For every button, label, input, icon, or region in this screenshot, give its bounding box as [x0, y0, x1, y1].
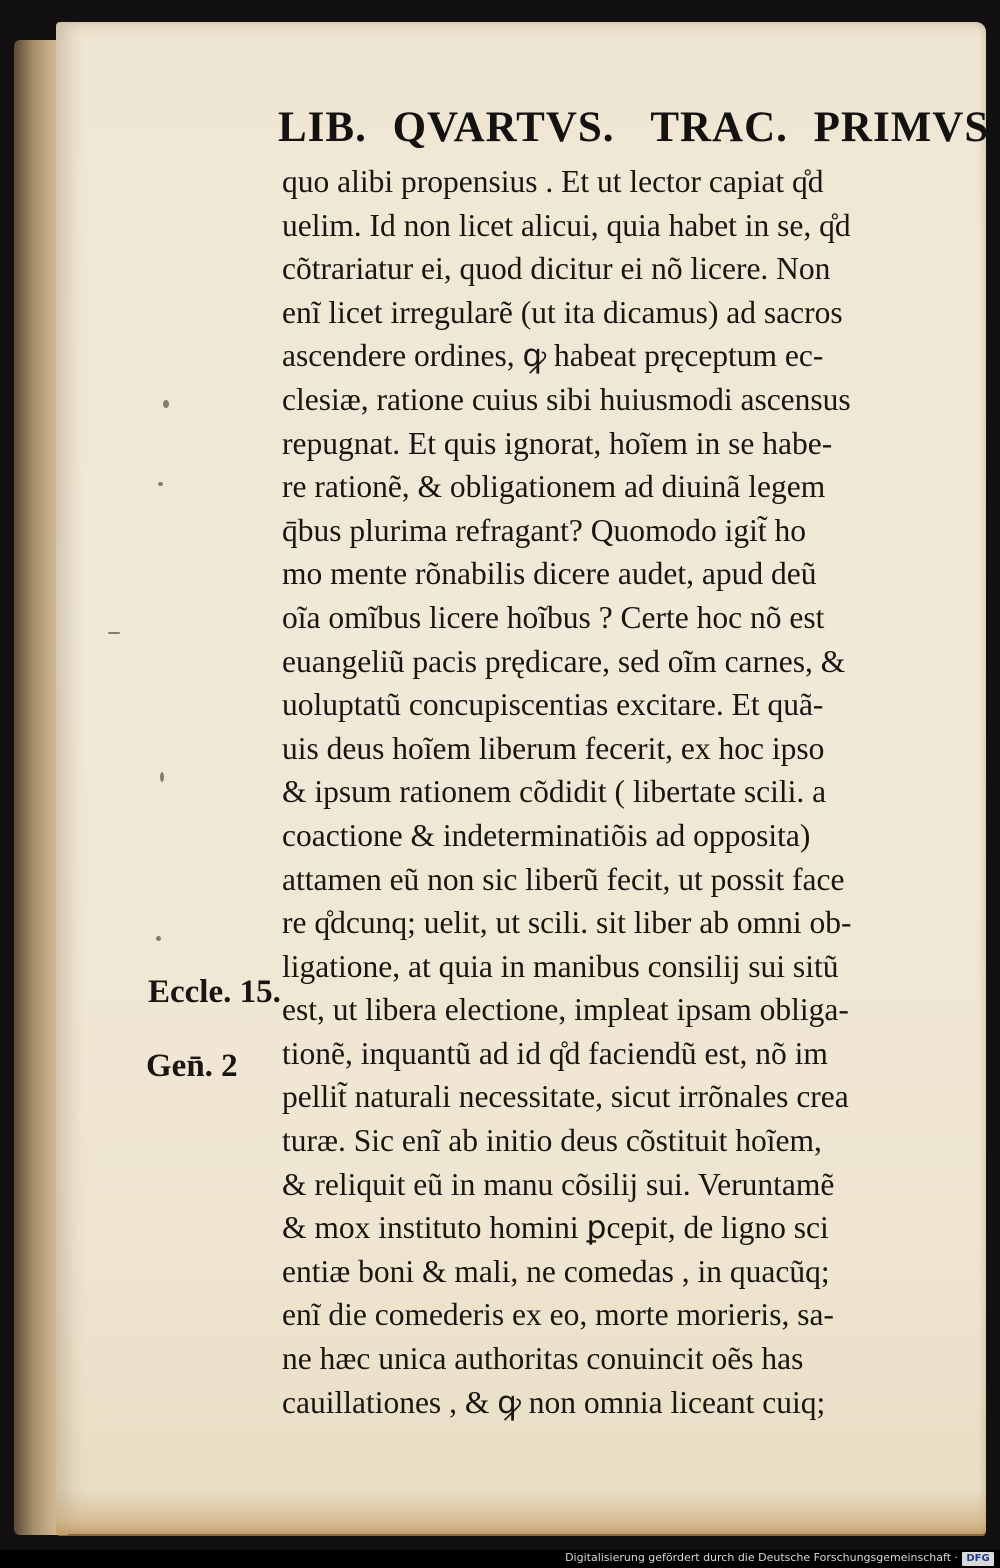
text-line: enĩ die comederis ex eo, morte morieris, sa- [282, 1296, 834, 1333]
text-line: uoluptatũ concupiscentias excitare. Et quã- [282, 686, 824, 723]
text-line: mo mente rõnabilis dicere audet, apud deũ [282, 555, 817, 592]
text-line: oĩa omĩbus licere hoĩbus ? Certe hoc nõ est [282, 598, 825, 635]
text-line: euangeliũ pacis prędicare, sed oĩm carnes, & [282, 642, 846, 679]
ink-speck [158, 482, 163, 486]
text-line: uelim. Id non licet alicui, quia habet in se, q̊d [282, 206, 851, 243]
text-line: re q̊dcunq; uelit, ut scili. sit liber ab omni ob- [282, 904, 852, 941]
text-line: cõtrariatur ei, quod dicitur ei nõ licere. Non [282, 250, 831, 287]
funding-credit: Digitalisierung gefördert durch die Deutsche Forschungsgemeinschaft · [565, 1551, 958, 1564]
text-line: ligatione, at quia in manibus consilij sui sitũ [282, 947, 839, 984]
text-line: & ipsum rationem cõdidit ( libertate scili. a [282, 773, 827, 810]
text-line: attamen eũ non sic liberũ fecit, ut possit face [282, 860, 845, 897]
text-line: repugnat. Et quis ignorat, hoĩem in se habe- [282, 424, 833, 461]
running-head-lib: LIB. [278, 104, 367, 151]
ink-speck [108, 632, 120, 634]
text-line: entiæ boni & mali, ne comedas , in quacũq; [282, 1252, 830, 1289]
text-line: ascendere ordines, ꝙ habeat pręceptum ec- [282, 337, 824, 374]
text-line: quo alibi propensius . Et ut lector capiat q̊d [282, 163, 824, 199]
margin-note-eccle: Eccle. 15. [148, 974, 281, 1010]
text-line: q̄bus plurima refragant? Quomodo igit̃ ho [282, 511, 807, 548]
text-line: tionẽ, inquantũ ad id q̊d faciendũ est, nõ im [282, 1034, 828, 1071]
dfg-logo: DFG [962, 1552, 994, 1566]
running-head-quartus: QVARTVS. [392, 104, 615, 151]
text-line: enĩ licet irregularẽ (ut ita dicamus) ad sacros [282, 293, 843, 330]
text-line: & reliquit eũ in manu cõsilij sui. Veruntamẽ [282, 1165, 835, 1202]
text-line: uis deus hoĩem liberum fecerit, ex hoc ipso [282, 729, 825, 766]
ink-speck [160, 772, 164, 782]
ink-speck [156, 936, 161, 941]
margin-note-gen: Gen̄. 2 [146, 1048, 238, 1084]
text-line: est, ut libera electione, impleat ipsam obliga- [282, 991, 849, 1028]
running-head-trac: TRAC. [650, 104, 788, 151]
text-line: re rationẽ, & obligationem ad diuinã legem [282, 468, 826, 505]
text-line: ne hæc unica authoritas conuincit oẽs has [282, 1340, 804, 1377]
text-line: pellit̃ naturali necessitate, sicut irrõnales crea [282, 1078, 849, 1115]
running-head-primus: PRIMVS [813, 104, 990, 151]
text-line: cauillationes , & ꝙ non omnia liceant cuiq; [282, 1383, 826, 1420]
text-line: & mox instituto homini ꝑcepit, de ligno sci [282, 1209, 829, 1246]
text-line: clesiæ, ratione cuius sibi huiusmodi ascensus [282, 380, 851, 417]
running-head [278, 103, 990, 152]
text-line: coactione & indeterminatiõis ad opposita) [282, 816, 811, 853]
body-text [282, 160, 922, 1424]
page-stain [56, 1490, 986, 1536]
text-line: turæ. Sic enĩ ab initio deus cõstituit hoĩem, [282, 1122, 822, 1159]
ink-speck [163, 400, 169, 408]
